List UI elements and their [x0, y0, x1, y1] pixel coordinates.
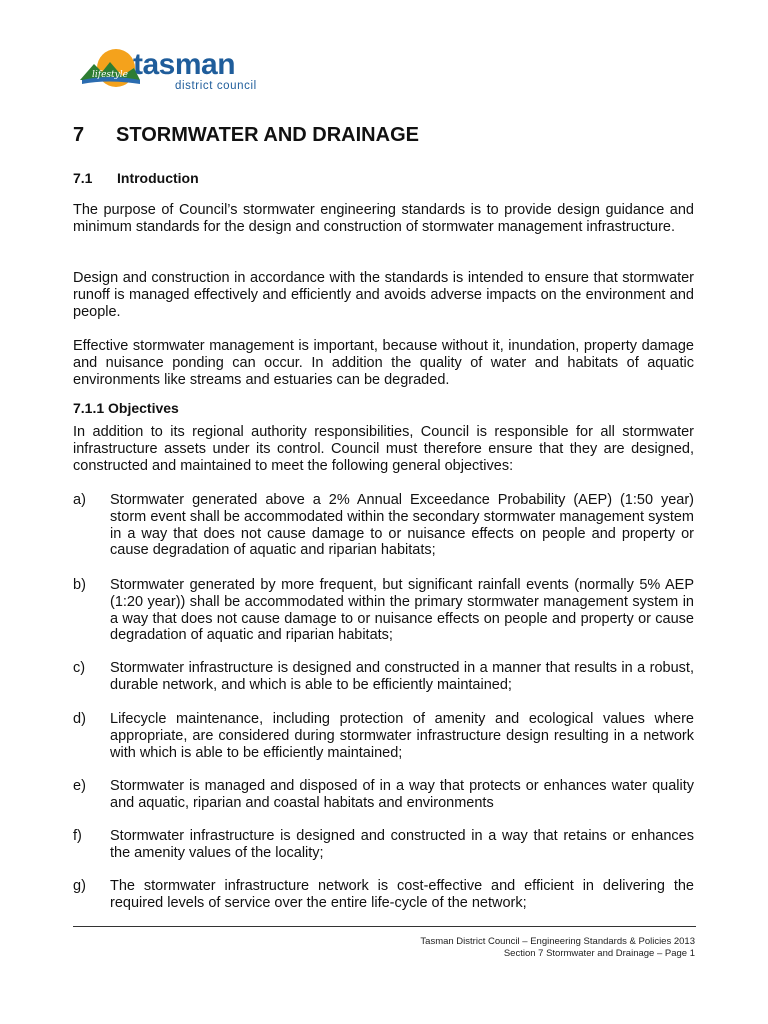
list-marker: a): [73, 492, 86, 508]
list-item-text: Stormwater infrastructure is designed and constructed in a manner that results in a robust, durable network, and which is able to be efficiently maintained;: [110, 660, 694, 693]
objectives-intro: In addition to its regional authority responsibilities, Council is responsible for all stormwater infrastructure assets under its control. Council must therefore ensure that they are designed, constructed and maintained to meet the following general objectives:: [73, 424, 694, 474]
list-item-text: Stormwater generated above a 2% Annual Exceedance Probability (AEP) (1:50 year) storm event shall be accommodated within the secondary stormwater management system in a way that does not cause damage to or nuisance effects on people and property or cause degradation of aquatic and riparian habitats;: [110, 492, 694, 559]
list-item-text: Stormwater is managed and disposed of in a way that protects or enhances water quality and aquatic, riparian and coastal habitats and environments: [110, 778, 694, 811]
footer-line-2: Section 7 Stormwater and Drainage – Page 1: [503, 948, 695, 959]
list-item-text: The stormwater infrastructure network is cost-effective and efficient in delivering the required levels of service over the entire life-cycle of the network;: [110, 878, 694, 911]
section-title-text: STORMWATER AND DRAINAGE: [116, 124, 419, 146]
logo-subtitle: district council: [175, 80, 257, 92]
footer-divider: [73, 926, 696, 927]
subsection-number: 7.1: [73, 170, 93, 186]
intro-paragraph: The purpose of Council’s stormwater engineering standards is to provide design guidance and minimum standards for the design and construction of stormwater management infrastructure.: [73, 202, 694, 235]
list-marker: c): [73, 660, 86, 676]
section-number: 7: [73, 124, 85, 146]
list-marker: d): [73, 711, 86, 727]
intro-paragraph: Effective stormwater management is important, because without it, inundation, property damage and nuisance ponding can occur. In addition the quality of water and habitats of aquatic environments like streams and estuaries can be degraded.: [73, 338, 694, 388]
logo-name: tasman: [133, 48, 236, 81]
subsection-title: [73, 169, 199, 187]
list-item-text: Stormwater generated by more frequent, but significant rainfall events (normally 5% AEP (1:20 year)) shall be accommodated within the primary stormwater management system in a way that does not cause damage to or nuisance effects on people and property or cause degradation of aquatic and riparian habitats;: [110, 577, 694, 644]
list-item-text: Lifecycle maintenance, including protection of amenity and ecological values where appropriate, are considered during stormwater infrastructure design resulting in a network with which is able to be efficiently maintained;: [110, 711, 694, 761]
logo-script-text: lifestyle: [92, 70, 128, 80]
list-marker: e): [73, 778, 86, 794]
list-marker: b): [73, 577, 86, 593]
section-title: [73, 123, 419, 147]
subsection-title-text: Introduction: [117, 170, 199, 186]
footer-line-1: Tasman District Council – Engineering Standards & Policies 2013: [420, 936, 695, 947]
objectives-heading: 7.1.1 Objectives: [73, 400, 179, 416]
list-marker: g): [73, 878, 86, 894]
intro-paragraph: Design and construction in accordance with the standards is intended to ensure that stormwater runoff is managed effectively and efficiently and avoids adverse impacts on the environment and people.: [73, 270, 694, 320]
list-item-text: Stormwater infrastructure is designed and constructed in a way that retains or enhances the amenity values of the locality;: [110, 828, 694, 861]
council-logo: [78, 46, 257, 96]
list-marker: f): [73, 828, 82, 844]
